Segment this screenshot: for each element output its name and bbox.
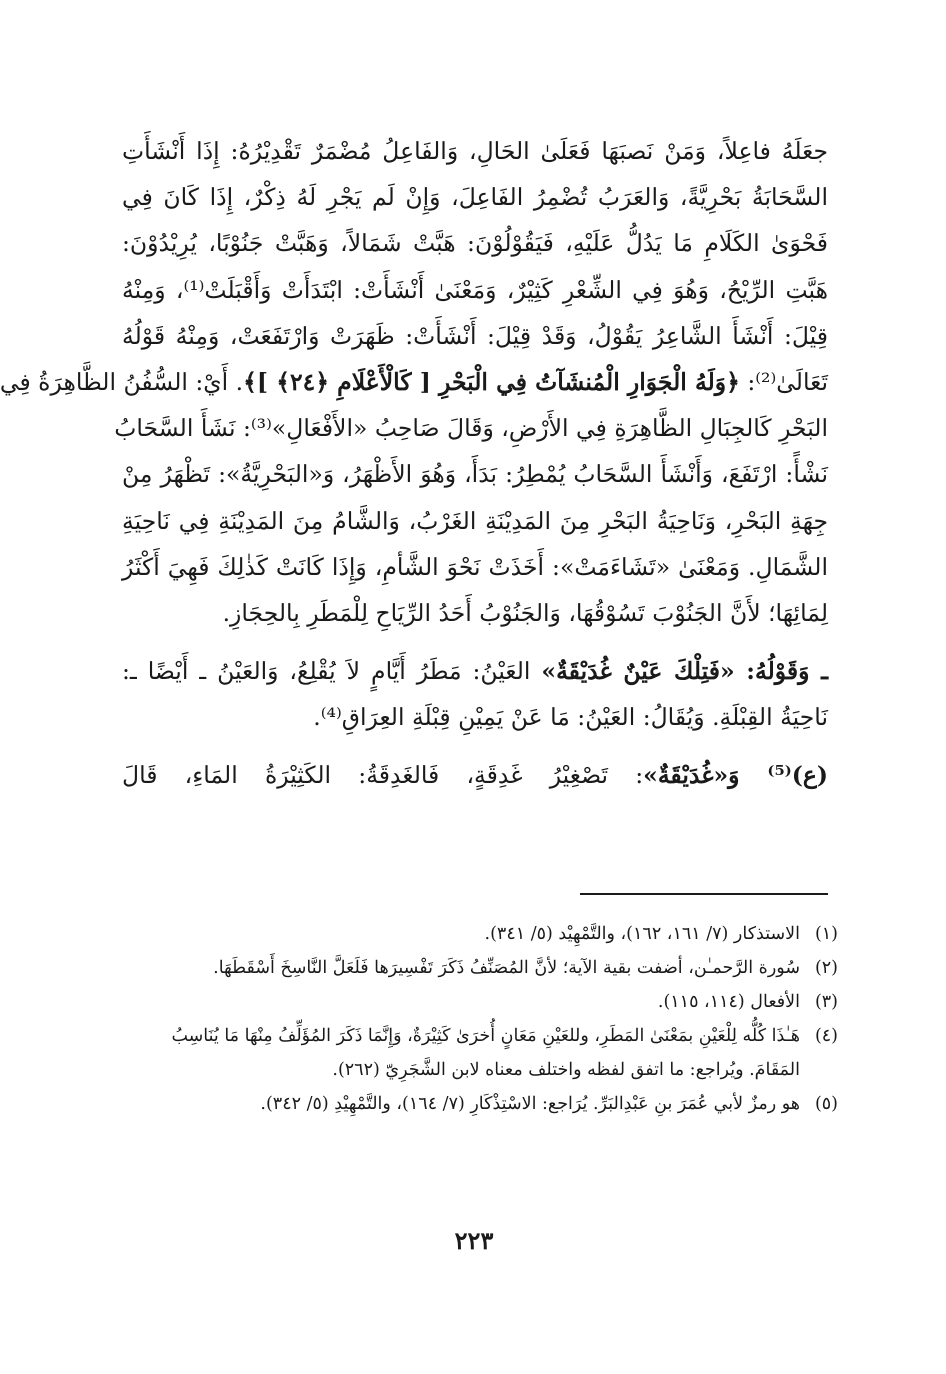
- text-span: : تَصْغِيْرُ غَدِقَةٍ، فَالغَدِقَةُ: الكَثِيْرَةُ المَاءِ، قَالَ: [122, 761, 644, 790]
- footnote-text: الاستذكار (٧/ ١٦١، ١٦٢)، والتَّمْهِيْد (٥/ ٣٤١).: [484, 924, 800, 944]
- footnote: [122, 985, 838, 1019]
- text-line: هَبَّتِ الرِّيْحُ، وَهُوَ فِي الشِّعْرِ كَثِيْرٌ، وَمَعْنَىٰ أَنْشَأَتْ: ابْتَدَأَتْ وَأَقْبَلَتْ⁽¹⁾، وَمِنْهُ: [122, 275, 828, 304]
- text-line: لِمَائِهَا؛ لأَنَّ الجَنُوْبَ تَسُوْقُهَا، وَالجَنُوْبُ أَحَدُ الرِّيَاحِ لِلْمَطَرِ بِالحِجَازِ.: [222, 598, 828, 627]
- footnote: [122, 917, 838, 951]
- text-line: فَحْوَىٰ الكَلَامِ مَا يَدُلُّ عَلَيْهِ، فَيَقُوْلُوْنَ: هَبَّتْ شَمَالاً، وَهَبَّتْ جَنُوْبًا، يُرِيْدُوْنَ:: [122, 229, 828, 258]
- text-line: [122, 752, 828, 798]
- quoted-phrase: ـ وَقَوْلُهُ: «فَتِلْكَ عَيْنٌ غُدَيْقَةٌ»: [541, 657, 828, 686]
- quran-verse: ﴿وَلَهُ الْجَوَارِ الْمُنشَآتُ فِي الْبَحْرِ [ كَالْأَعْلَامِ ﴿٢٤﴾ ]﴾: [243, 367, 740, 396]
- quoted-phrase: (ع)⁽⁵⁾ وَ«غُدَيْقَةٌ»: [643, 761, 828, 790]
- text-line: جعَلَهُ فاعِلاً، وَمَنْ نَصبَهَا فَعَلَىٰ الحَالِ، وَالفَاعِلُ مُضْمَرٌ تَقْدِيْرُهُ: إِذَا أَنْشَأَتِ: [122, 137, 828, 165]
- footnote-continuation: المَقَامَ. ويُراجع: ما اتفق لفظه واختلف معناه لابن الشَّجَرِيّ (٢٦٢).: [332, 1060, 800, 1080]
- footnote-text: هو رمزٌ لأبي عُمَرَ بنِ عَبْدِالبَرِّ. يُرَاجع: الاسْتِذْكَارِ (٧/ ١٦٤)، والتَّمْهِيْدِ (٥/ ٣٤٢).: [260, 1094, 800, 1114]
- ayah-suffix: . أَيْ: السُّفُنُ الظَّاهِرَةُ فِي: [0, 367, 244, 396]
- text-span: العَيْنُ: مَطَرُ أَيَّامٍ لاَ يُقْلِعُ، وَالعَيْنُ ـ أَيْضًا ـ:: [122, 657, 542, 686]
- text-line: البَحْرِ كَالجِبَالِ الظَّاهِرَةِ فِي الأَرْضِ، وَقَالَ صَاحِبُ «الأَفْعَالِ»⁽³⁾: نَشَأَ السَّحَابُ: [114, 414, 828, 443]
- footnote-text: سُورة الرَّحمـٰن، أضفت بقية الآية؛ لأنَّ المُصَنِّفُ ذَكَرَ تَفْسِيرَها فَلَعَلَّ النَّاسِخَ أَسْقَطَهَا.: [213, 958, 800, 978]
- footnote-text: هَـٰذَا كُلُّه لِلْعَيْنِ بمَعْنَىٰ المَطَرِ، وللعَيْنِ مَعَانٍ أُخرَىٰ كَثِيْرَةٌ، وَإِنَّمَا ذَكَرَ المُؤَلِّفُ مِنْهَا مَا يُنَاسِبُ: [171, 1026, 800, 1046]
- footnote-number: (٥): [814, 1094, 838, 1114]
- text-line: نَشْأً: ارْتَفَعَ، وَأَنْشَأَ السَّحَابُ يُمْطِرُ: بَدَأَ، وَهُوَ الأَظْهَرُ، وَ«البَحْرِيَّةُ»: تَظْهَرُ مِنْ: [122, 460, 828, 489]
- paragraph-gap: [122, 636, 828, 648]
- footnote: [122, 951, 838, 985]
- text-line: السَّحَابَةُ بَحْرِيَّةً، وَالعَرَبُ تُضْمِرُ الفَاعِلَ، وَإِنْ لَم يَجْرِ لَهُ ذِكْرٌ، إِذَا كَانَ فِي: [122, 183, 828, 212]
- footnote: [122, 1019, 838, 1053]
- ayah-prefix: تَعَالَىٰ⁽²⁾:: [739, 367, 828, 396]
- footnote: [122, 1087, 838, 1121]
- text-line: قِيْلَ: أَنْشَأَ الشَّاعِرُ يَقُوْلُ، وَقَدْ قِيْلَ: أَنْشَأَتْ: ظَهَرَتْ وَارْتَفَعَتْ، وَمِنْهُ قَوْلُهُ: [122, 321, 828, 350]
- text-line: [122, 648, 828, 694]
- main-text: [0, 128, 828, 799]
- footnote-number: (٣): [814, 992, 838, 1012]
- page-number: ٢٢٣: [454, 1226, 494, 1255]
- text-line: جِهَةِ البَحْرِ، وَنَاحِيَةُ البَحْرِ مِنَ المَدِيْنَةِ الغَرْبُ، وَالشَّامُ مِنَ المَدِيْنَةِ فِي نَاحِيَةِ: [122, 506, 828, 535]
- footnote-number: (٢): [814, 958, 838, 978]
- footnote-text: الأفعال (١١٤، ١١٥).: [657, 992, 800, 1012]
- paragraph-gap: [122, 740, 828, 752]
- book-page: [2, 0, 946, 1374]
- text-line: الشَّمَالِ. وَمَعْنَىٰ «تَشَاءَمَتْ»: أَخَذَتْ نَحْوَ الشَّأمِ، وَإِذَا كَانَتْ كَذٰلِكَ فَهِيَ أَكْثَرُ: [122, 552, 828, 581]
- footnotes: [122, 917, 838, 1121]
- footnote-separator: [580, 893, 828, 895]
- text-line: نَاحِيَةُ القِبْلَةِ. وَيُقَالُ: العَيْنُ: مَا عَنْ يَمِيْنِ قِبْلَةِ العِرَاقِ⁽⁴⁾.: [313, 703, 828, 732]
- footnote-number: (٤): [814, 1026, 838, 1046]
- footnote-number: (١): [814, 924, 838, 944]
- text-line-ayah: [0, 359, 828, 405]
